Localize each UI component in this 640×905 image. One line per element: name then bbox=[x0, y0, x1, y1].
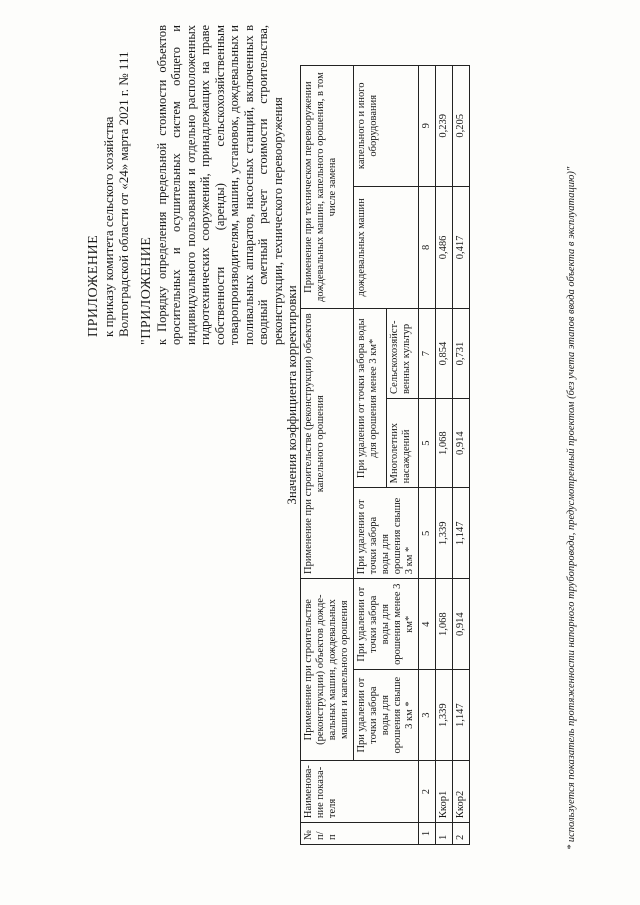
order-header-line1: к приказу комитета сельского хозяйства bbox=[101, 116, 116, 337]
row-value: 1,068 bbox=[436, 579, 453, 670]
row-value: 0,914 bbox=[453, 398, 470, 487]
row-value: 0,417 bbox=[453, 186, 470, 309]
index-cell: 7 bbox=[419, 309, 436, 399]
order-header bbox=[86, 37, 131, 337]
table-title: Значения коэффициента корректировки bbox=[284, 285, 299, 505]
group2-header: Применение при строительстве (реконструкции) объектов капельного орошения bbox=[301, 309, 354, 579]
table-header-row bbox=[301, 66, 354, 845]
index-cell: 5 bbox=[419, 398, 436, 487]
appendix-body: к Порядку определения предельной стоимости объектов оросительных и осушительных систем общего и индивидуального пользования и отдельно расположенных гидротехнических сооружений, принадлежащих на праве собственности (аренды) сельскохозяйственным товаропроизводителям, машин, установок, дождевальных и поливальных аппаратов, насосных станций, включенных в сводный сметный расчет стоимости строительства, реконструкции, технического перевооружения bbox=[154, 25, 285, 345]
sub-far-header: При удалении от точки забора воды для орошения свыше 3 км * bbox=[354, 670, 419, 761]
col-no-header: № п/п bbox=[301, 823, 419, 845]
group3-header: Применение при техническом перевооружении дождевальных машин, капельного орошения, в том числе замена bbox=[301, 66, 354, 309]
index-cell: 5 bbox=[419, 488, 436, 579]
order-header-line2: Волгоградской области от «24» марта 2021 г. № 111 bbox=[116, 51, 131, 337]
index-cell: 8 bbox=[419, 186, 436, 309]
row-value: 1,339 bbox=[436, 488, 453, 579]
table-footnote: * используется показатель протяженности напорного трубопровода, предусмотренный проектом (без учета этапов ввода объекта в эксплуатацию)" bbox=[566, 166, 577, 850]
row-name: Ккор1 bbox=[436, 761, 453, 823]
row-no: 1 bbox=[436, 823, 453, 845]
table-index-row bbox=[419, 66, 436, 845]
row-value: 1,339 bbox=[436, 670, 453, 761]
sub-sprinkler-header: дождевальных машин bbox=[354, 186, 419, 309]
row-value: 1,147 bbox=[453, 488, 470, 579]
table-row bbox=[453, 66, 470, 845]
col-name-header: Наименова-ние показа-теля bbox=[301, 761, 419, 823]
sub-far2-header: При удалении от точки забора воды для орошения свыше 3 км * bbox=[354, 488, 419, 579]
index-cell: 1 bbox=[419, 823, 436, 845]
row-value: 0,239 bbox=[436, 66, 453, 187]
appendix-header bbox=[140, 25, 285, 345]
table-subheader-row bbox=[354, 66, 387, 845]
index-cell: 3 bbox=[419, 670, 436, 761]
sub-drip-header: капельного и иного оборудования bbox=[354, 66, 419, 187]
row-name: Ккор2 bbox=[453, 761, 470, 823]
sub-agri-header: Сельскохозяйст-венных культур bbox=[386, 309, 419, 399]
index-cell: 4 bbox=[419, 579, 436, 670]
row-value: 0,205 bbox=[453, 66, 470, 187]
sub-near-header: При удалении от точки забора воды для орошения менее 3 км* bbox=[354, 579, 419, 670]
order-header-title: ПРИЛОЖЕНИЕ bbox=[86, 234, 101, 337]
row-value: 0,914 bbox=[453, 579, 470, 670]
row-value: 0,486 bbox=[436, 186, 453, 309]
index-cell: 9 bbox=[419, 66, 436, 187]
group1-header: Применение при строительстве (реконструкции) объектов дожде-вальных машин, дождевальных машин и капельного орошения bbox=[301, 579, 354, 761]
row-value: 1,147 bbox=[453, 670, 470, 761]
index-cell: 2 bbox=[419, 761, 436, 823]
row-no: 2 bbox=[453, 823, 470, 845]
sub-orchards-header: Многолетних насаждений bbox=[386, 398, 419, 487]
row-value: 1,068 bbox=[436, 398, 453, 487]
sub-near2-header: При удалении от точки забора воды для орошения менее 3 км* bbox=[354, 309, 387, 488]
appendix-title: "ПРИЛОЖЕНИЕ bbox=[139, 236, 154, 345]
row-value: 0,731 bbox=[453, 309, 470, 399]
coefficient-table bbox=[300, 65, 470, 845]
row-value: 0,854 bbox=[436, 309, 453, 399]
table-row bbox=[436, 66, 453, 845]
